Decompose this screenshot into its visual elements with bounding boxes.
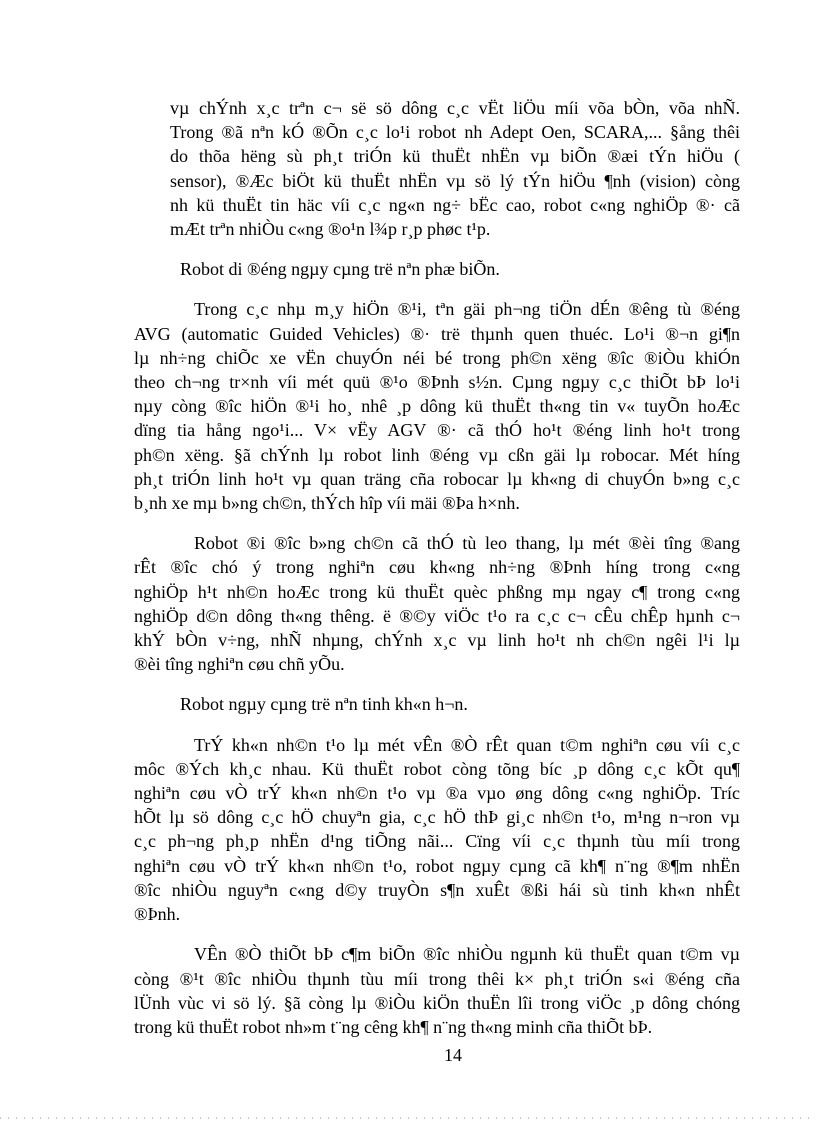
text-line: lµ nh÷ng chiÕc xe vËn chuyÓn néi bé trong ph©n xëng ®îc ®iÒu khiÓn bbox=[134, 347, 740, 368]
text-line: c¸c ph¬ng ph¸p nhËn d¹ng tiÕng nãi... Cïng víi c¸c thµnh tùu míi trong bbox=[134, 831, 740, 852]
text-line: trong kü thuËt robot nh»m t¨ng cêng kh¶ n¨ng th«ng minh cña thiÕt bÞ. bbox=[134, 1016, 653, 1037]
text-line: môc ®Ých kh¸c nhau. Kü thuËt robot còng tõng bíc ¸p dông c¸c kÕt qu¶ bbox=[134, 758, 740, 779]
text-line: ®îc nhiÒu nguyªn c«ng d©y truyÒn s¶n xuÊt ®ßi hái sù tinh kh«n nhÊt bbox=[134, 879, 740, 900]
text-line: nghiÖp h¹t nh©n hoÆc trong kü thuËt quèc phßng mµ ngay c¶ trong c«ng bbox=[134, 581, 740, 602]
text-line: b¸nh xe mµ b»ng ch©n, thÝch hîp víi mäi ®Þa h×nh. bbox=[134, 493, 520, 514]
text-line: dïng tia hång ngo¹i... V× vËy AGV ®· cã thÓ ho¹t ®éng linh ho¹t trong bbox=[134, 420, 740, 441]
text-line: nh kü thuËt tin häc víi c¸c ng«n ng÷ bËc cao, robot c«ng nghiÖp ®· cã bbox=[170, 194, 740, 215]
text-line: hÕt lµ sö dông c¸c hÖ chuyªn gia, c¸c hÖ thÞ gi¸c nh©n t¹o, m¹ng n¬ron vµ bbox=[134, 807, 740, 828]
text-line: khÝ bÒn v÷ng, nhÑ nhµng, chÝnh x¸c vµ linh ho¹t nh ch©n ngêi l¹i lµ bbox=[134, 630, 740, 651]
text-line: Trong ®ã nªn kÓ ®Õn c¸c lo¹i robot nh Adept Oen, SCARA,... §ång thêi bbox=[170, 122, 740, 143]
text-line: theo ch¬ng tr×nh víi mét quü ®¹o ®Þnh s½n. Cµng ngµy c¸c thiÕt bÞ lo¹i bbox=[134, 372, 740, 393]
paragraph bbox=[134, 257, 740, 281]
page-break-dotted-line bbox=[0, 1117, 816, 1119]
text-line: mÆt trªn nhiÒu c«ng ®o¹n l¾p r¸p phøc t¹p. bbox=[170, 219, 491, 240]
text-line: Robot ®i ®îc b»ng ch©n cã thÓ tù leo thang, lµ mét ®èi tîng ®ang bbox=[194, 533, 740, 554]
text-line: nghiªn cøu vÒ trÝ kh«n nh©n t¹o, robot ngµy cµng cã kh¶ n¨ng ®¶m nhËn bbox=[134, 855, 740, 876]
paragraph bbox=[134, 297, 740, 515]
text-line: TrÝ kh«n nh©n t¹o lµ mét vÊn ®Ò rÊt quan t©m nghiªn cøu víi c¸c bbox=[194, 734, 740, 755]
text-line: ®Þnh. bbox=[134, 904, 181, 925]
paragraph bbox=[134, 942, 740, 1039]
text-line: Trong c¸c nhµ m¸y hiÖn ®¹i, tªn gäi ph¬ng tiÖn dÉn ®êng tù ®éng bbox=[194, 299, 740, 320]
text-line: do thõa hëng sù ph¸t triÓn kü thuËt nhËn vµ biÕn ®æi tÝn hiÖu ( bbox=[170, 146, 740, 167]
text-line: lÜnh vùc vi sö lý. §ã còng lµ ®iÒu kiÖn thuËn lîi trong viÖc ¸p dông chóng bbox=[134, 992, 740, 1013]
text-line: nghiªn cøu vÒ trÝ kh«n nh©n t¹o vµ ®a vµo øng dông c«ng nghiÖp. Tríc bbox=[134, 783, 740, 804]
text-line: VÊn ®Ò thiÕt bÞ c¶m biÕn ®îc nhiÒu ngµnh kü thuËt quan t©m vµ bbox=[194, 944, 740, 965]
text-line: rÊt ®îc chó ý trong nghiªn cøu kh«ng nh÷ng ®Þnh híng trong c«ng bbox=[134, 557, 740, 578]
text-block bbox=[134, 96, 740, 1055]
text-line: Robot di ®éng ngµy cµng trë nªn phæ biÕn. bbox=[180, 259, 500, 280]
text-line: nghiÖp d©n dông th«ng thêng. ë ®©y viÖc t¹o ra c¸c c¬ cÊu chÊp hµnh c¬ bbox=[134, 605, 740, 626]
paragraph bbox=[134, 733, 740, 927]
text-line: ph¸t triÓn linh ho¹t vµ quan träng cña robocar lµ kh«ng di chuyÓn b»ng c¸c bbox=[134, 468, 740, 489]
text-line: vµ chÝnh x¸c trªn c¬ së sö dông c¸c vËt liÖu míi võa bÒn, võa nhÑ. bbox=[170, 98, 740, 118]
paragraph bbox=[134, 531, 740, 676]
text-line: còng ®¹t ®îc nhiÒu thµnh tùu míi trong thêi k× ph¸t triÓn s«i ®éng cña bbox=[134, 968, 740, 989]
page-number: 14 bbox=[444, 1045, 462, 1065]
text-line: AVG (automatic Guided Vehicles) ®· trë thµnh quen thuéc. Lo¹i ®¬n gi¶n bbox=[134, 323, 740, 344]
text-line: Robot ngµy cµng trë nªn tinh kh«n h¬n. bbox=[180, 694, 468, 715]
text-line: ®èi tîng nghiªn cøu chñ yÕu. bbox=[134, 654, 345, 675]
text-line: nµy còng ®îc hiÖn ®¹i ho¸ nhê ¸p dông kü thuËt th«ng tin v« tuyÕn hoÆc bbox=[134, 396, 740, 417]
text-line: sensor), ®Æc biÖt kü thuËt nhËn vµ sö lý tÝn hiÖu ¶nh (vision) còng bbox=[170, 170, 740, 191]
paragraph bbox=[134, 692, 740, 716]
text-line: ph©n xëng. §ã chÝnh lµ robot linh ®éng vµ cßn gäi lµ robocar. Mét híng bbox=[134, 444, 740, 465]
paragraph bbox=[170, 96, 740, 241]
